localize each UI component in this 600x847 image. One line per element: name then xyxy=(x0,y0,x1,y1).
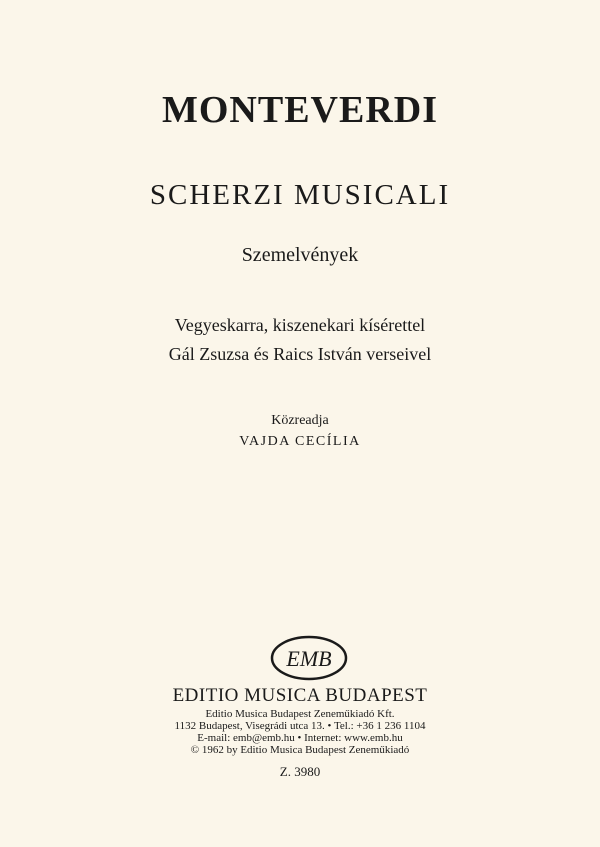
logo-text: EMB xyxy=(286,646,332,671)
editor-name: VAJDA CECÍLIA xyxy=(239,434,361,449)
description-line-1: Vegyeskarra, kiszenekari kísérettel xyxy=(174,315,426,335)
work-title: SCHERZI MUSICALI xyxy=(149,179,451,211)
publisher-name: EDITIO MUSICA BUDAPEST xyxy=(172,685,428,706)
publisher-company-line: Editio Musica Budapest Zeneműkiadó Kft. xyxy=(205,708,395,720)
publisher-address-line: 1132 Budapest, Visegrádi utca 13. • Tel.: +36 1 236 1104 xyxy=(174,720,426,732)
emb-logo-icon xyxy=(269,634,349,682)
copyright-line: © 1962 by Editio Musica Budapest Zeneműkiadó xyxy=(190,744,410,756)
catalog-number: Z. 3980 xyxy=(279,764,321,779)
work-subtitle: Szemelvények xyxy=(241,244,359,266)
description-line-2: Gál Zsuzsa és Raics István verseivel xyxy=(168,344,432,364)
composer-name: MONTEVERDI xyxy=(161,89,439,131)
publisher-contact-line: E-mail: emb@emb.hu • Internet: www.emb.hu xyxy=(197,732,403,744)
editor-label: Közreadja xyxy=(271,413,329,428)
